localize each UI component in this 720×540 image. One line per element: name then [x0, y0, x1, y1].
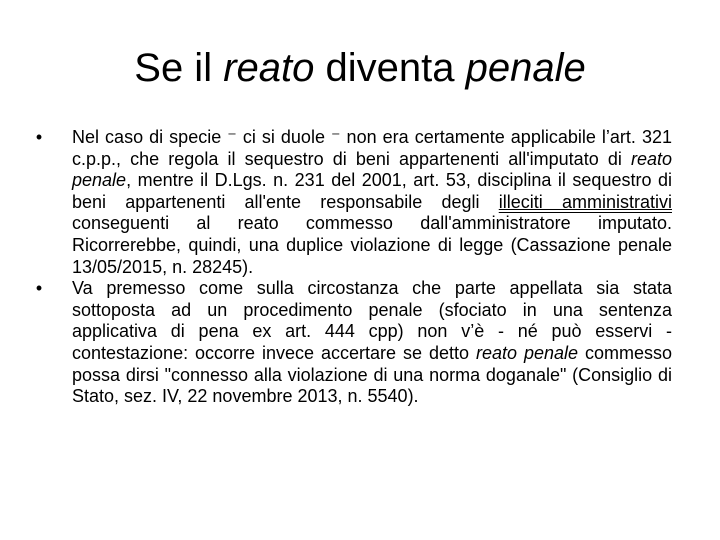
- title-emphasis-penale: penale: [465, 46, 586, 90]
- title-text-1: Se il: [134, 46, 224, 90]
- bullet-1-text-2: , mentre il D.Lgs. n. 231 del 2001, art. 53, disciplina il sequestro di beni appartenenti all'ente responsabile degli: [72, 170, 672, 212]
- bullet-1-underlined-text: illeciti amministrativi: [498, 191, 672, 212]
- bullet-2-text-1: Va premesso come sulla circostanza che parte appellata sia stata sottoposta ad un procedimento penale (sfociato in una sentenza applicativa di pena ex art. 444 cpp) non v’è - né può esservi - contestazione: occorre invece accertare se detto: [72, 278, 672, 363]
- slide-title: [0, 42, 720, 94]
- bullet-icon: •: [35, 278, 43, 299]
- bullet-2-text-2: commesso possa dirsi "connesso alla violazione di una norma doganale" (Consiglio di Stato, sez. IV, 22 novembre 2013, n. 5540).: [72, 342, 672, 407]
- title-text-2: diventa: [314, 46, 466, 90]
- bullet-item-1: [32, 127, 672, 278]
- bullet-icon: •: [35, 127, 43, 147]
- bullet-2-emphasis: reato penale: [475, 342, 579, 363]
- bullet-item-2: [32, 278, 672, 408]
- title-emphasis-reato: reato: [223, 46, 315, 90]
- slide-body: [32, 127, 672, 408]
- bullet-1-text-1: Nel caso di specie ⁻ ci si duole ⁻ non era certamente applicabile l’art. 321 c.p.p., che regola il sequestro di beni appartenenti all'imputato di: [72, 127, 672, 169]
- bullet-1-emphasis: reato penale: [72, 148, 672, 191]
- bullet-list: [32, 127, 672, 408]
- bullet-1-text-3: conseguenti al reato commesso dall'amministratore imputato. Ricorrerebbe, quindi, una duplice violazione di legge (Cassazione penale 13/05/2015, n. 28245).: [72, 213, 672, 277]
